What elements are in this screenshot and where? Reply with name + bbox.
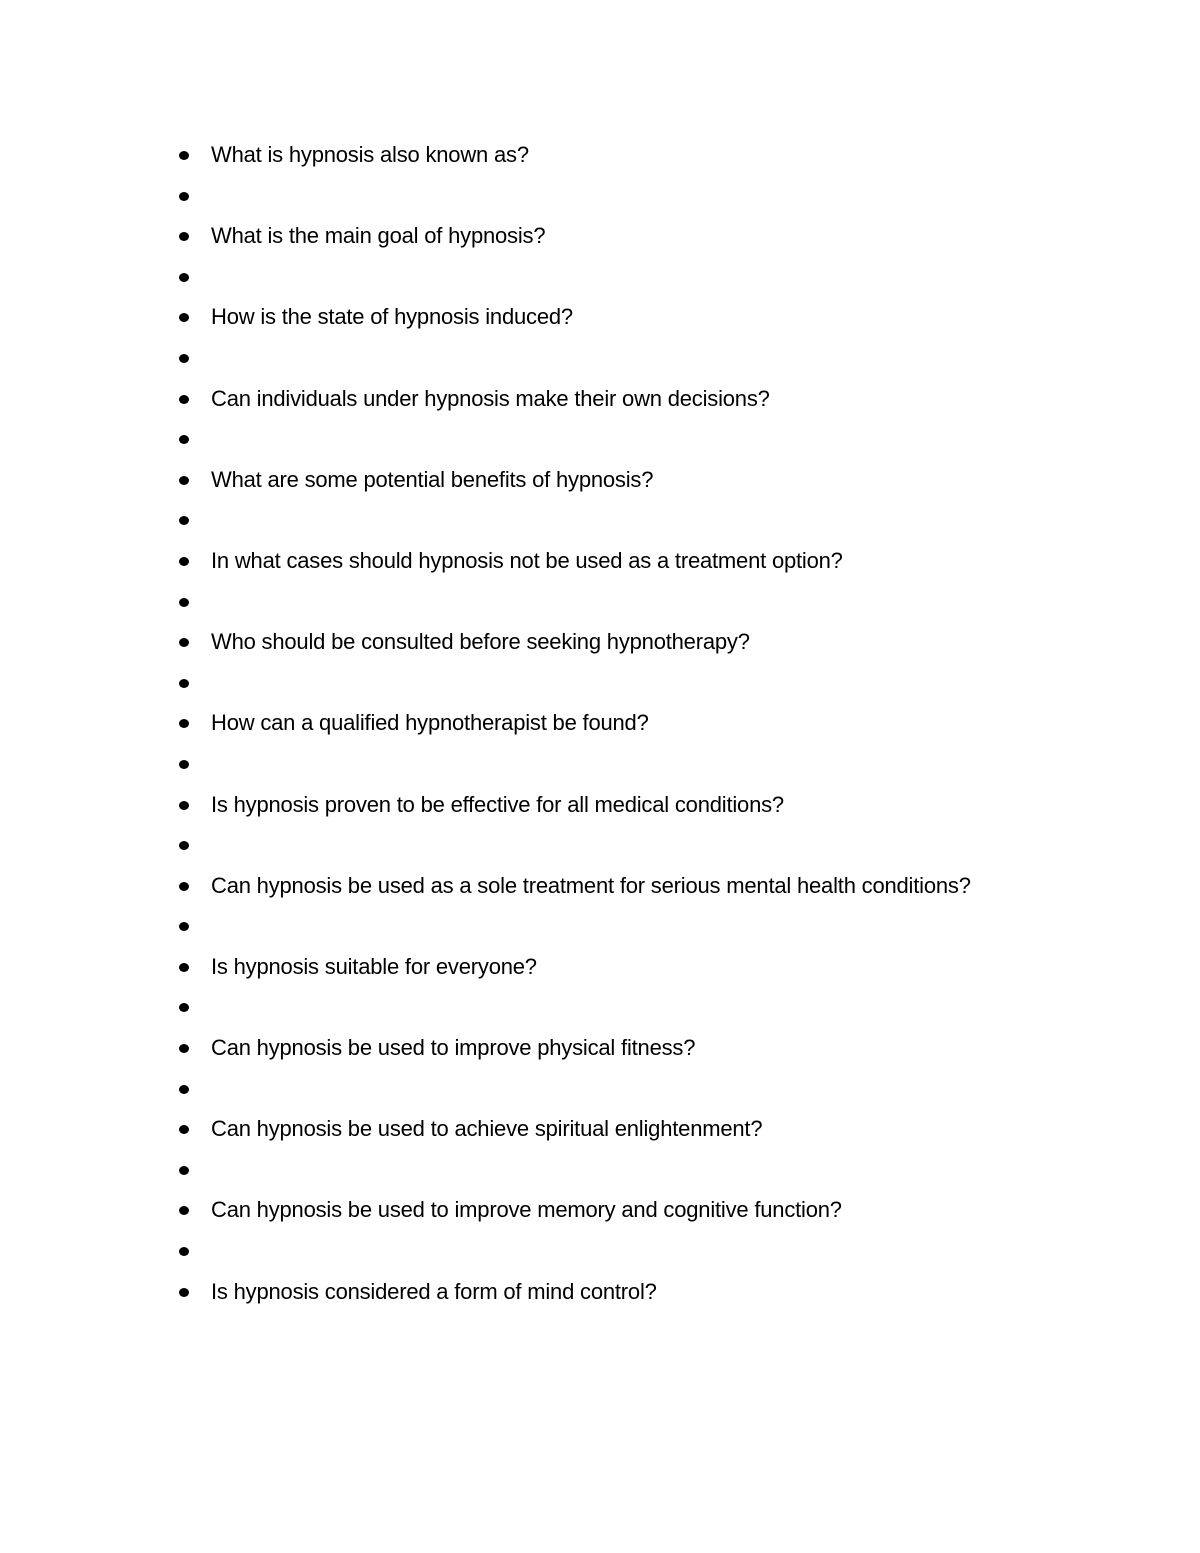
- bullet-icon: [179, 841, 189, 850]
- bullet-icon: [179, 435, 189, 444]
- bullet-icon: [179, 1044, 189, 1053]
- list-item-text: Can individuals under hypnosis make their own decisions?: [211, 385, 770, 411]
- list-item-text: Can hypnosis be used as a sole treatment for serious mental health conditions?: [211, 872, 971, 898]
- list-item-text: Is hypnosis suitable for everyone?: [211, 953, 537, 979]
- bullet-icon: [179, 1247, 189, 1256]
- list-item-text: In what cases should hypnosis not be used as a treatment option?: [211, 547, 843, 573]
- bullet-icon: [179, 273, 189, 282]
- list-item-text: What are some potential benefits of hypnosis?: [211, 466, 654, 492]
- bullet-icon: [179, 638, 189, 647]
- bullet-icon: [179, 232, 189, 241]
- list-item-text: What is the main goal of hypnosis?: [211, 223, 546, 249]
- bullet-icon: [179, 1003, 189, 1012]
- bullet-icon: [179, 395, 189, 404]
- list-item-text: Is hypnosis proven to be effective for all medical conditions?: [211, 791, 784, 817]
- bullet-icon: [179, 801, 189, 810]
- bullet-icon: [179, 557, 189, 566]
- list-item-text: Can hypnosis be used to improve physical fitness?: [211, 1035, 696, 1061]
- bullet-icon: [179, 1206, 189, 1215]
- bullet-icon: [179, 1085, 189, 1094]
- bullet-icon: [179, 354, 189, 363]
- bullet-icon: [179, 882, 189, 891]
- list-item-text: Can hypnosis be used to achieve spiritual enlightenment?: [211, 1116, 763, 1142]
- bullet-icon: [179, 598, 189, 607]
- list-item-text: Who should be consulted before seeking hypnotherapy?: [211, 629, 750, 655]
- bullet-icon: [179, 679, 189, 688]
- bullet-icon: [179, 151, 189, 160]
- bullet-icon: [179, 1125, 189, 1134]
- bullet-icon: [179, 963, 189, 972]
- list-item-text: Is hypnosis considered a form of mind control?: [211, 1278, 657, 1304]
- bullet-icon: [179, 516, 189, 525]
- bullet-icon: [179, 922, 189, 931]
- list-item-text: Can hypnosis be used to improve memory and cognitive function?: [211, 1197, 842, 1223]
- bullet-icon: [179, 719, 189, 728]
- list-item-text: How can a qualified hypnotherapist be found?: [211, 710, 649, 736]
- bullet-icon: [179, 476, 189, 485]
- bullet-icon: [179, 760, 189, 769]
- list-item-text: What is hypnosis also known as?: [211, 142, 529, 167]
- bullet-icon: [179, 313, 189, 322]
- bullet-icon: [179, 1288, 189, 1297]
- bullet-icon: [179, 192, 189, 201]
- list-item-text: How is the state of hypnosis induced?: [211, 304, 573, 330]
- bullet-icon: [179, 1166, 189, 1175]
